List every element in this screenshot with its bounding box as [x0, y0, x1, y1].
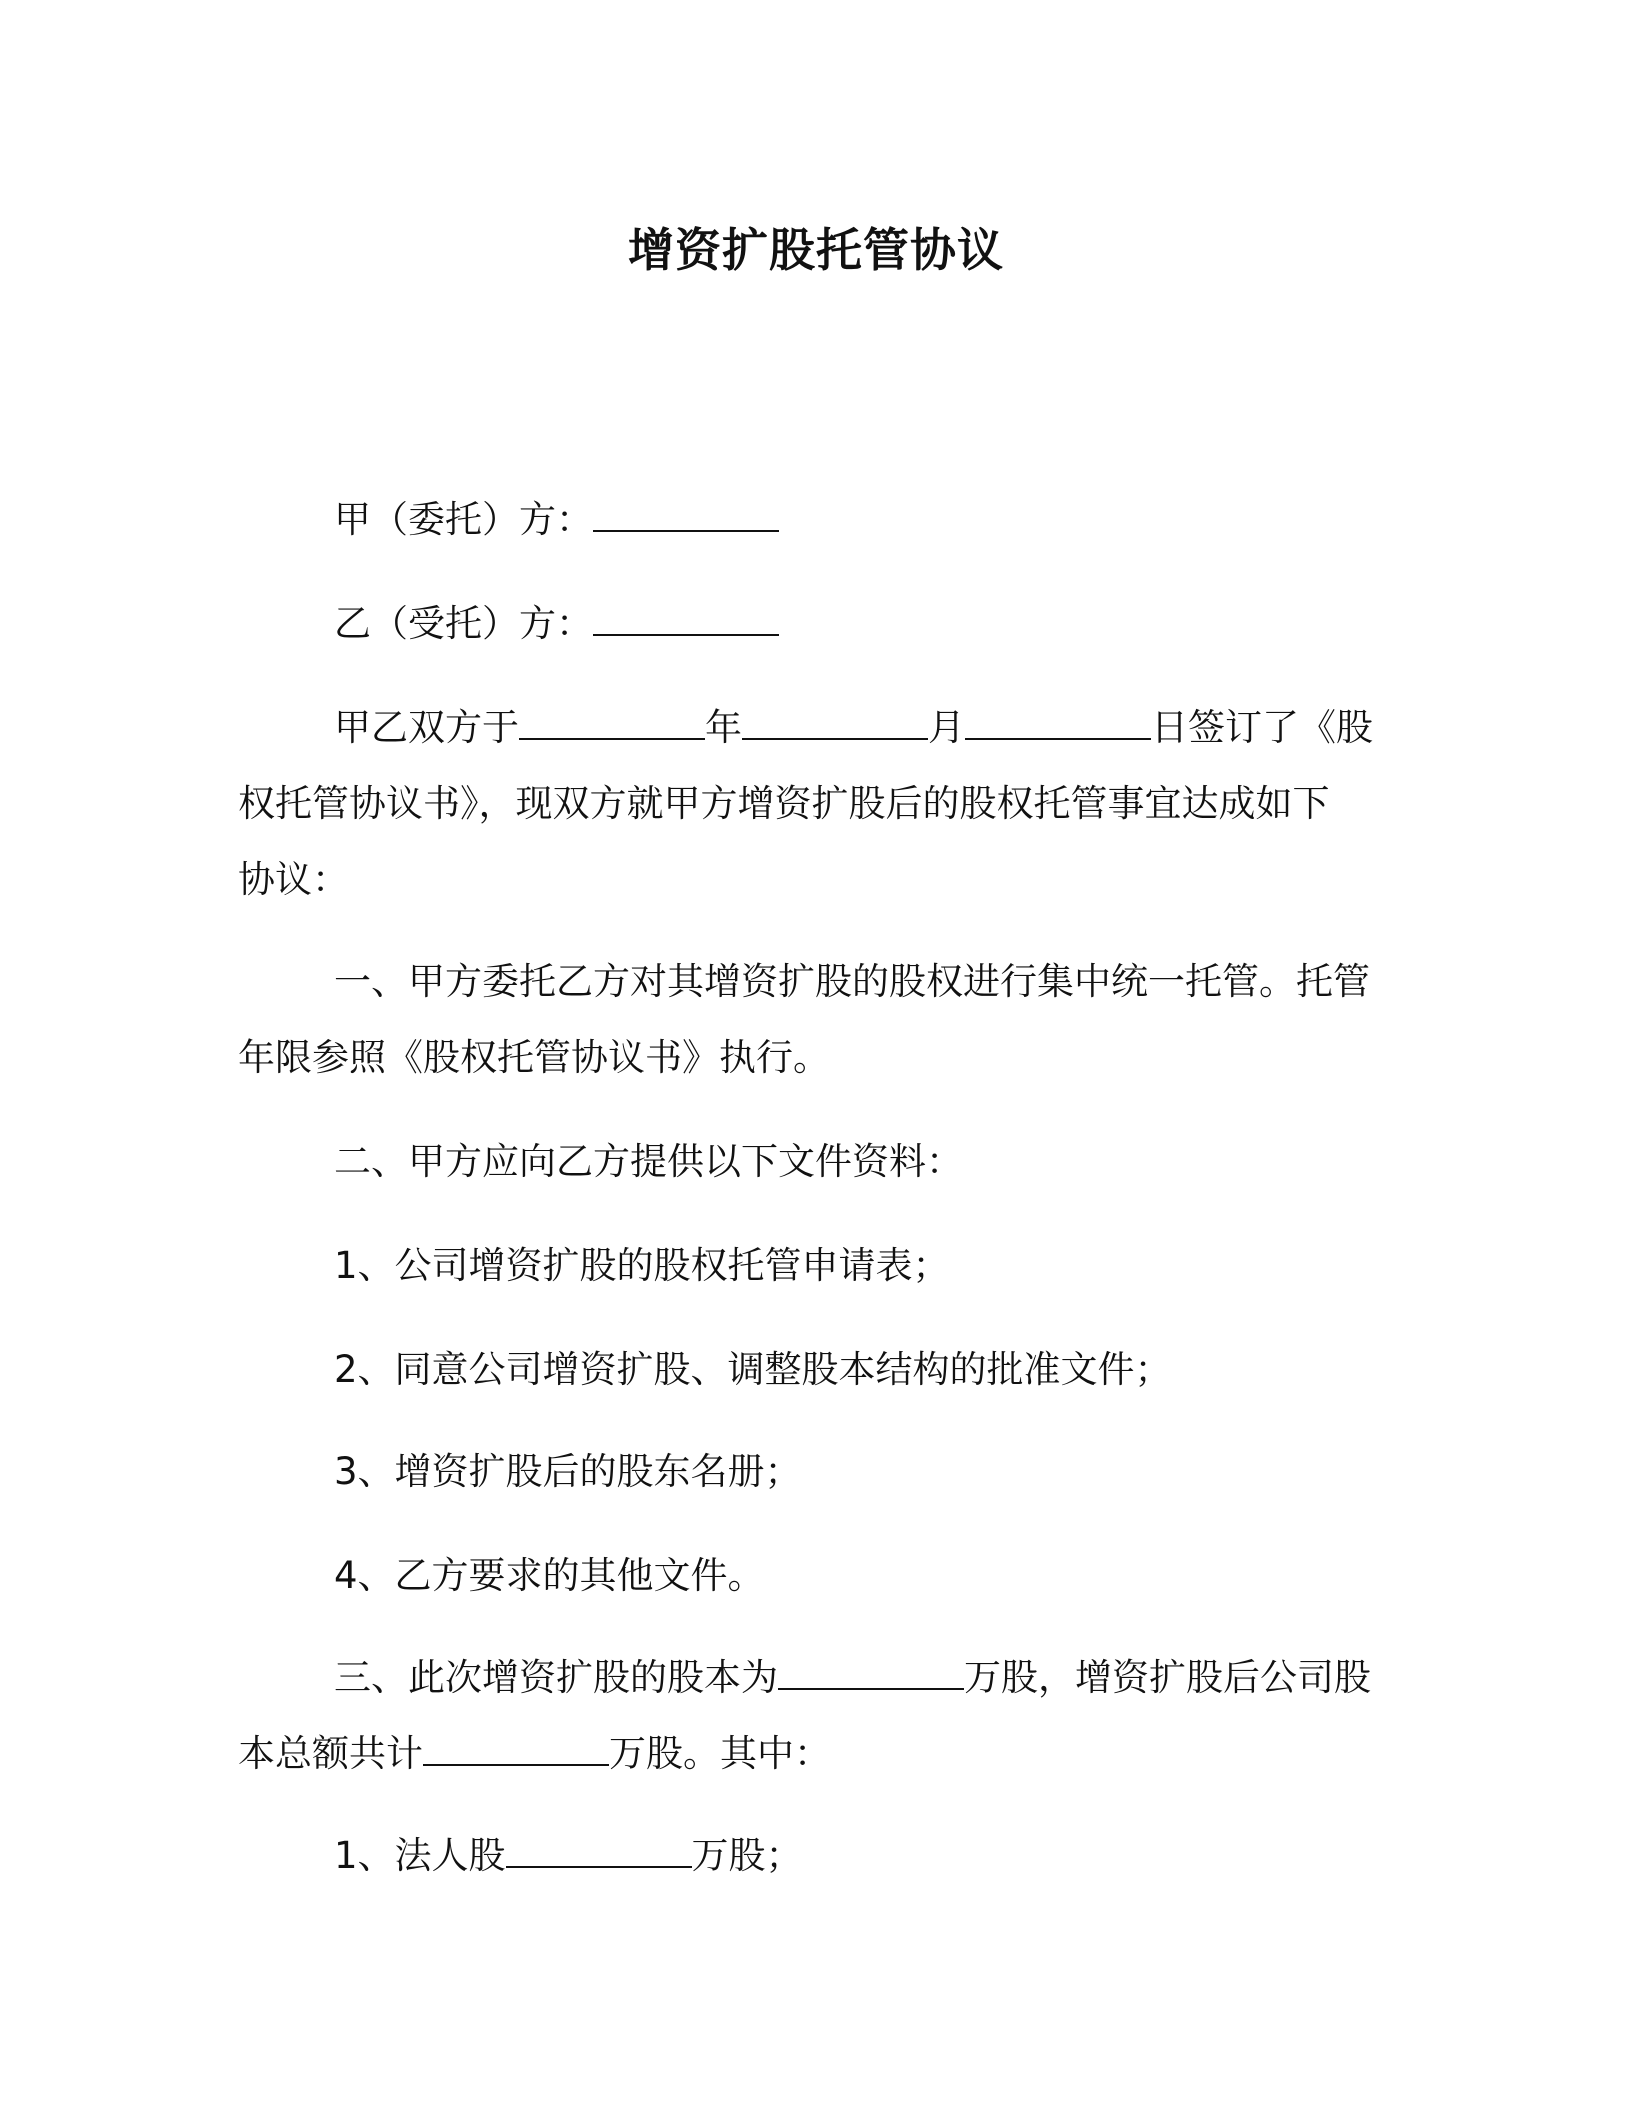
day-blank [965, 708, 1151, 740]
year-label: 年 [705, 706, 742, 749]
clause-2-item-2: 2、同意公司增资扩股、调整股本结构的批准文件； [334, 1348, 1172, 1391]
party-b-blank [593, 604, 779, 636]
intro-line-1 [334, 700, 1398, 756]
clause-3-item-1-text-1: 1、法人股 [334, 1834, 506, 1877]
intro-line-2: 权托管协议书》，现双方就甲方增资扩股后的股权托管事宜达成如下 [238, 782, 1330, 825]
party-b-label: 乙（受托）方： [334, 602, 593, 645]
intro-text-1: 甲乙双方于 [334, 706, 519, 749]
legal-person-shares-blank [506, 1836, 692, 1868]
clause-2-heading: 二、甲方应向乙方提供以下文件资料： [334, 1140, 963, 1183]
clause-3-text-1: 三、此次增资扩股的股本为 [334, 1656, 778, 1699]
party-a-line [334, 492, 1398, 548]
clause-1-line-2: 年限参照《股权托管协议书》执行。 [238, 1036, 830, 1079]
month-label: 月 [928, 706, 965, 749]
year-blank [519, 708, 705, 740]
clause-2-item-3: 3、增资扩股后的股东名册； [334, 1450, 802, 1493]
clause-3-item-1 [334, 1828, 1398, 1884]
party-b-line [334, 596, 1398, 652]
party-a-label: 甲（委托）方： [334, 498, 593, 541]
clause-2-item-4: 4、乙方要求的其他文件。 [334, 1554, 765, 1597]
month-blank [742, 708, 928, 740]
intro-text-2: 日签订了《股 [1151, 706, 1373, 749]
clause-1-line-1: 一、甲方委托乙方对其增资扩股的股权进行集中统一托管。托管 [334, 960, 1370, 1003]
total-shares-blank [423, 1734, 609, 1766]
clause-3-text-4: 万股。其中： [609, 1732, 831, 1775]
clause-3-line-2 [238, 1726, 1398, 1782]
clause-3-line-1 [334, 1650, 1398, 1706]
clause-3-text-3: 本总额共计 [238, 1732, 423, 1775]
intro-line-3: 协议： [238, 858, 349, 901]
clause-3-item-1-text-2: 万股； [691, 1834, 803, 1877]
clause-3-text-2: 万股，增资扩股后公司股 [964, 1656, 1371, 1699]
clause-2-item-1: 1、公司增资扩股的股权托管申请表； [334, 1244, 950, 1287]
party-a-blank [593, 500, 779, 532]
document-title: 增资扩股托管协议 [628, 223, 1004, 277]
share-capital-blank [778, 1658, 964, 1690]
